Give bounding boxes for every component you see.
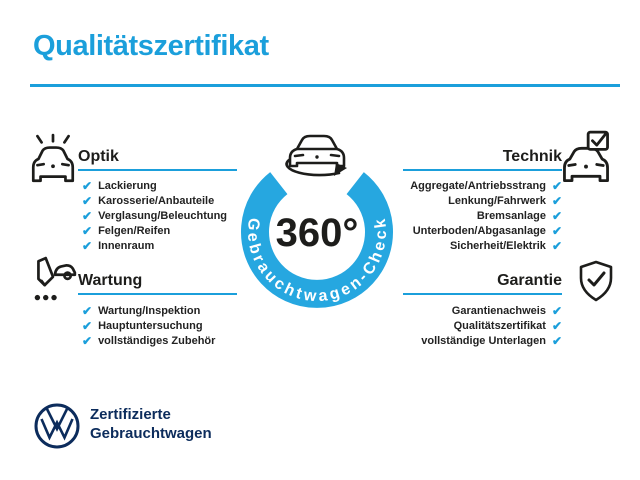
check-icon: ✔ <box>82 318 93 333</box>
list-item <box>402 208 562 223</box>
check-icon: ✔ <box>82 193 93 208</box>
check-icon: ✔ <box>82 223 93 238</box>
list-item <box>402 318 562 333</box>
footer-claim <box>90 405 212 443</box>
list-item-label: Innenraum <box>98 239 155 252</box>
list-item <box>82 223 227 238</box>
360-check-graphic <box>217 132 417 332</box>
check-icon: ✔ <box>551 223 562 238</box>
list-item <box>82 303 215 318</box>
section-rule-technik <box>403 169 562 171</box>
list-item <box>82 178 227 193</box>
shield-check-icon <box>572 257 620 307</box>
pencil-car-icon <box>28 256 78 308</box>
section-rule-optik <box>78 169 237 171</box>
list-item-label: Aggregate/Antriebsstrang <box>410 179 546 192</box>
list-item-label: Qualitätszertifikat <box>453 319 546 332</box>
list-item-label: vollständiges Zubehör <box>98 334 216 347</box>
footer-claim-line2: Gebrauchtwagen <box>90 425 212 442</box>
check-icon: ✔ <box>82 303 93 318</box>
list-item-label: Hauptuntersuchung <box>98 319 203 332</box>
checklist-technik <box>402 178 562 253</box>
rotating-car-icon <box>287 136 347 176</box>
list-item-label: Karosserie/Anbauteile <box>98 194 215 207</box>
check-icon: ✔ <box>82 178 93 193</box>
checklist-wartung <box>82 303 215 348</box>
list-item-label: Lackierung <box>98 179 157 192</box>
list-item <box>402 223 562 238</box>
list-item-label: Lenkung/Fahrwerk <box>448 194 546 207</box>
title-rule <box>30 84 620 87</box>
list-item <box>402 303 562 318</box>
list-item-label: Garantienachweis <box>451 304 546 317</box>
list-item-label: Felgen/Reifen <box>98 224 171 237</box>
list-item-label: Wartung/Inspektion <box>98 304 201 317</box>
car-checkbox-icon <box>560 130 612 186</box>
section-rule-garantie <box>403 293 562 295</box>
section-title-optik: Optik <box>78 148 119 165</box>
section-title-wartung: Wartung <box>78 272 143 289</box>
list-item <box>82 238 227 253</box>
car-shine-icon <box>28 133 78 187</box>
list-item <box>82 208 227 223</box>
checklist-garantie <box>402 303 562 348</box>
list-item-label: vollständige Unterlagen <box>421 334 546 347</box>
list-item-label: Sicherheit/Elektrik <box>449 239 546 252</box>
check-icon: ✔ <box>82 238 93 253</box>
page-title: Qualitätszertifikat <box>33 30 269 62</box>
check-icon: ✔ <box>551 193 562 208</box>
footer-claim-line1: Zertifizierte <box>90 406 171 423</box>
degree-label: 360° <box>275 211 359 255</box>
list-item-label: Verglasung/Beleuchtung <box>98 209 228 222</box>
section-title-technik: Technik <box>502 148 562 165</box>
list-item <box>402 193 562 208</box>
vw-logo <box>33 402 81 450</box>
section-title-garantie: Garantie <box>497 272 562 289</box>
list-item <box>402 333 562 348</box>
check-icon: ✔ <box>551 318 562 333</box>
list-item <box>402 178 562 193</box>
list-item <box>402 238 562 253</box>
check-icon: ✔ <box>551 178 562 193</box>
checklist-optik <box>82 178 227 253</box>
list-item <box>82 193 227 208</box>
list-item-label: Bremsanlage <box>476 209 546 222</box>
list-item-label: Unterboden/Abgasanlage <box>412 224 546 237</box>
check-icon: ✔ <box>551 303 562 318</box>
check-icon: ✔ <box>551 333 562 348</box>
check-icon: ✔ <box>82 208 93 223</box>
check-icon: ✔ <box>551 238 562 253</box>
section-rule-wartung <box>78 293 237 295</box>
check-icon: ✔ <box>82 333 93 348</box>
list-item <box>82 318 215 333</box>
check-icon: ✔ <box>551 208 562 223</box>
list-item <box>82 333 215 348</box>
ring-label: Gebrauchtwagen-Check <box>243 217 391 306</box>
